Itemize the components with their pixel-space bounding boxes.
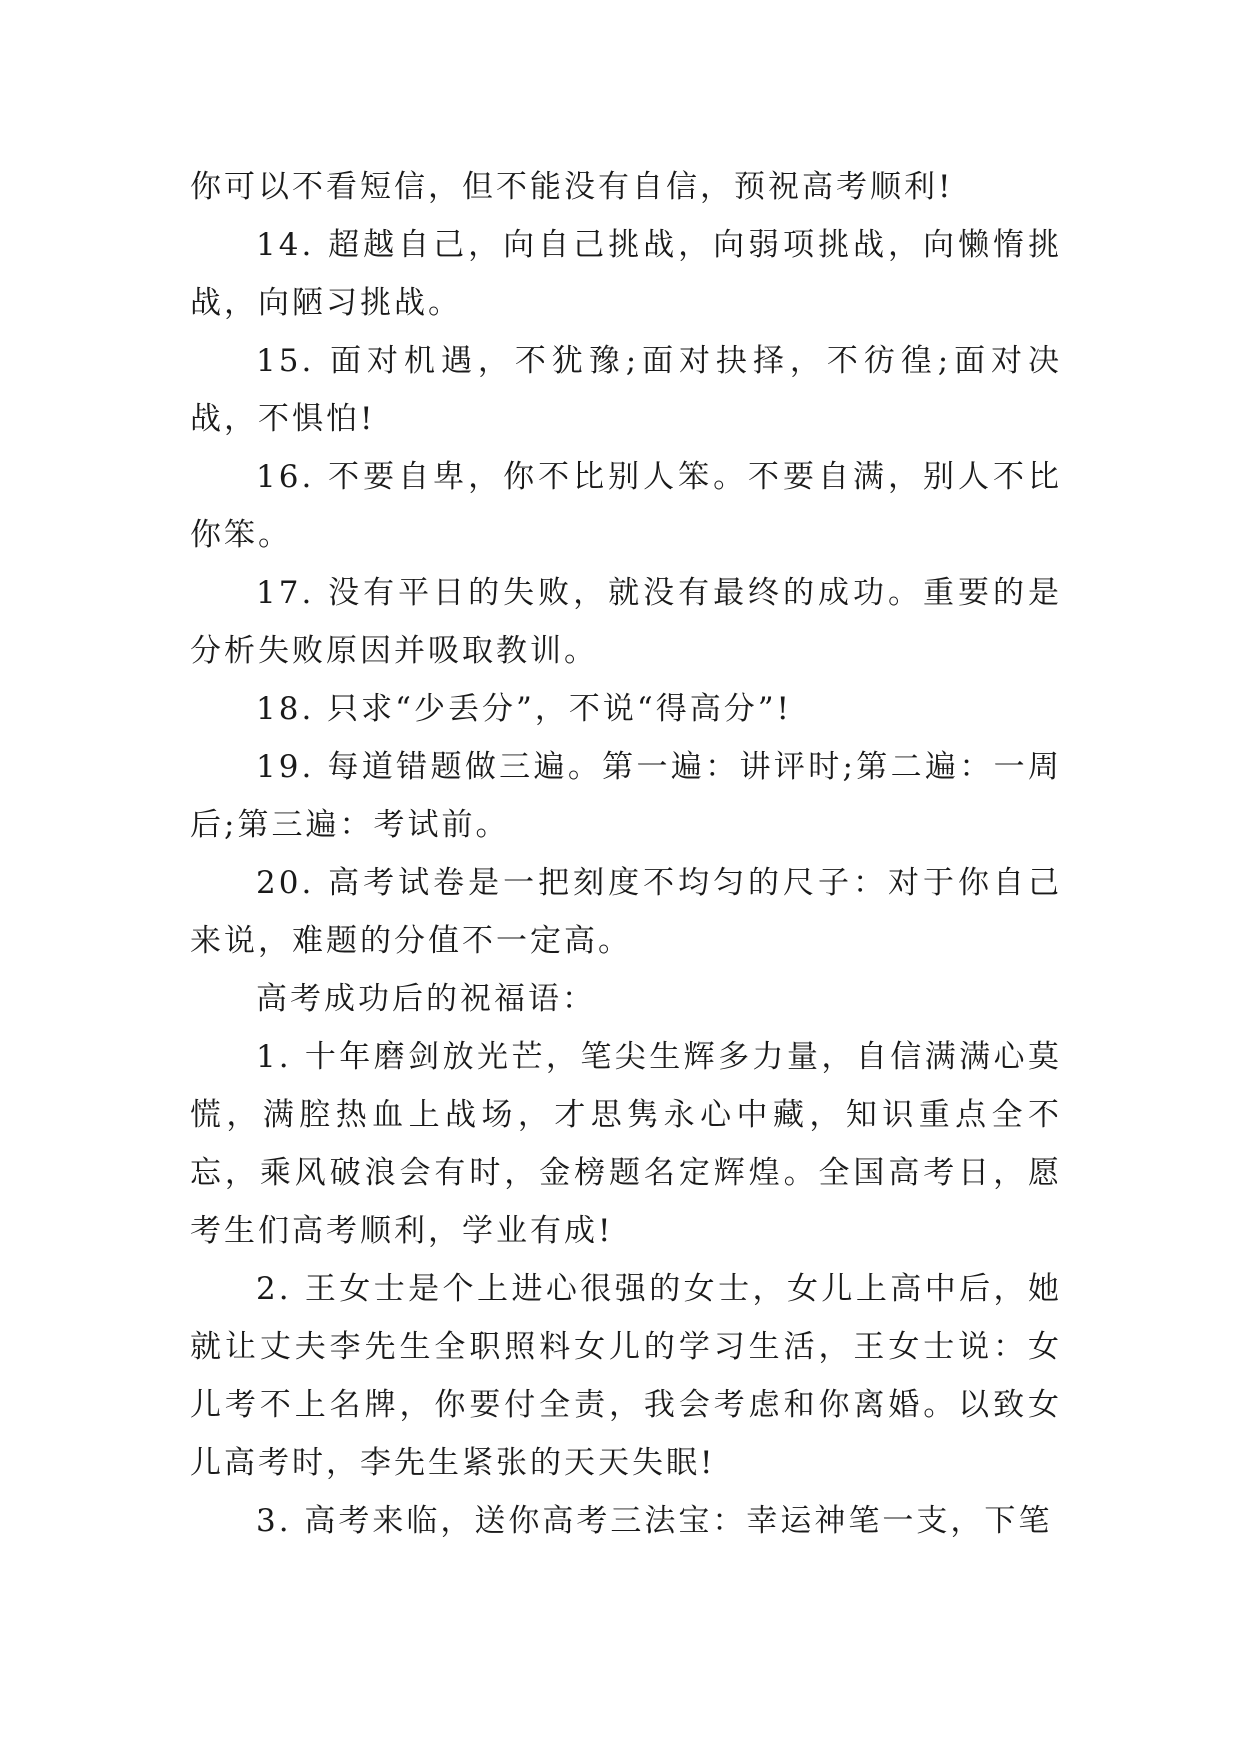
paragraph-wish-3: 3. 高考来临，送你高考三法宝：幸运神笔一支，下笔 bbox=[256, 1503, 1053, 1539]
paragraph-item-14: 14. 超越自己，向自己挑战，向弱项挑战，向懒惰挑战，向陋习挑战。 bbox=[190, 227, 1062, 321]
paragraph-item-18: 18. 只求“少丢分”，不说“得高分”! bbox=[256, 691, 793, 727]
paragraph-item-19: 19. 每道错题做三遍。第一遍：讲评时;第二遍：一周后;第三遍：考试前。 bbox=[190, 749, 1062, 843]
paragraph-item-20: 20. 高考试卷是一把刻度不均匀的尺子：对于你自己来说，难题的分值不一定高。 bbox=[190, 865, 1062, 959]
paragraph-item-15: 15. 面对机遇，不犹豫;面对抉择，不彷徨;面对决战，不惧怕! bbox=[190, 343, 1062, 437]
section-heading: 高考成功后的祝福语： bbox=[256, 981, 596, 1017]
paragraph-wish-2: 2. 王女士是个上进心很强的女士，女儿上高中后，她就让丈夫李先生全职照料女儿的学习生活，王女士说：女儿考不上名牌，你要付全责，我会考虑和你离婚。以致女儿高考时，李先生紧张的天天失眠! bbox=[190, 1271, 1062, 1481]
paragraph-wish-1: 1. 十年磨剑放光芒，笔尖生辉多力量，自信满满心莫慌，满腔热血上战场，才思隽永心中藏，知识重点全不忘，乘风破浪会有时，金榜题名定辉煌。全国高考日，愿考生们高考顺利，学业有成! bbox=[190, 1039, 1062, 1249]
paragraph-item-16: 16. 不要自卑，你不比别人笨。不要自满，别人不比你笨。 bbox=[190, 459, 1062, 553]
document-body bbox=[190, 158, 1062, 1550]
paragraph-continuation: 你可以不看短信，但不能没有自信，预祝高考顺利! bbox=[190, 169, 954, 205]
paragraph-item-17: 17. 没有平日的失败，就没有最终的成功。重要的是分析失败原因并吸取教训。 bbox=[190, 575, 1062, 669]
